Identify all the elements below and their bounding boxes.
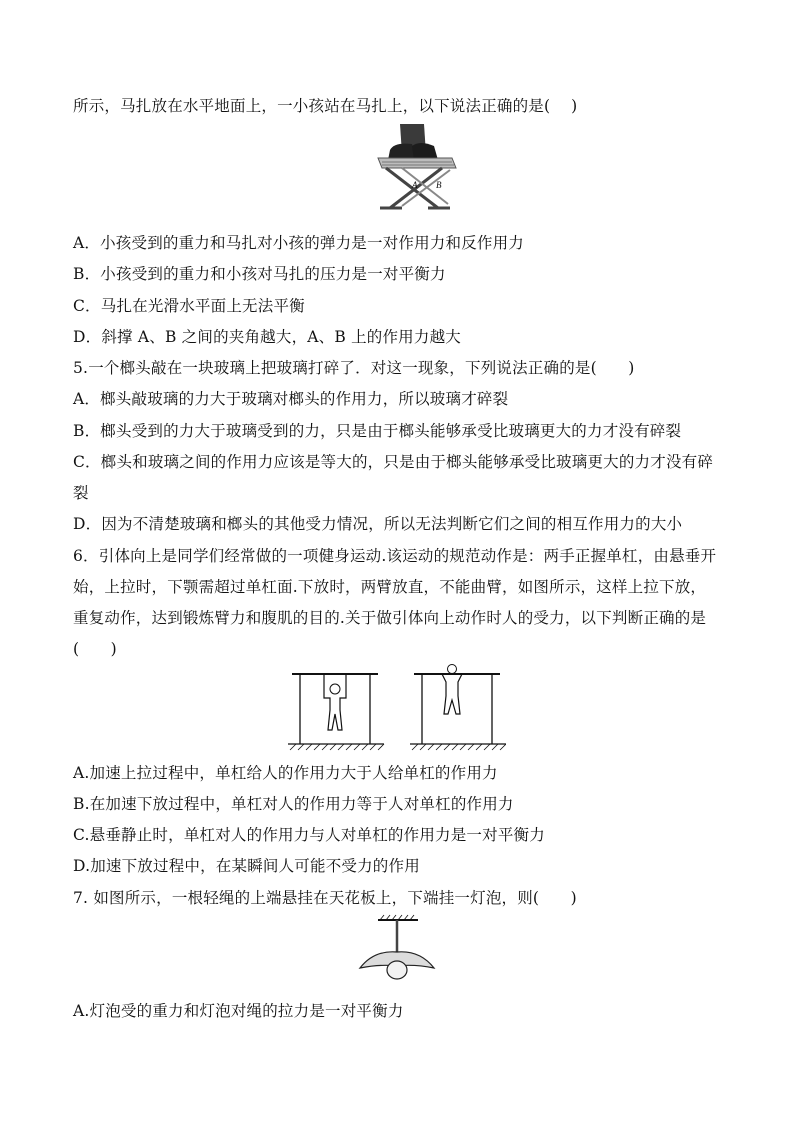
q6-option-d: D.加速下放过程中，在某瞬间人可能不受力的作用 — [73, 857, 420, 875]
q4-option-b: B．小孩受到的重力和小孩对马扎的压力是一对平衡力 — [73, 265, 446, 283]
q4-option-c: C．马扎在光滑水平面上无法平衡 — [73, 297, 305, 315]
q7-stem: 7. 如图所示，一根轻绳的上端悬挂在天花板上，下端挂一灯泡，则( ) — [73, 889, 577, 907]
q7-option-a: A.灯泡受的重力和灯泡对绳的拉力是一对平衡力 — [73, 1002, 404, 1020]
q4-stem: 所示，马扎放在水平地面上，一小孩站在马扎上，以下说法正确的是( ) — [73, 97, 578, 115]
lamp-figure — [354, 914, 438, 982]
label-b: B — [436, 180, 442, 190]
q4-option-d: D．斜撑 A、B 之间的夹角越大，A、B 上的作用力越大 — [73, 328, 461, 346]
q6-stem-line-1: 6．引体向上是同学们经常做的一项健身运动.该运动的规范动作是：两手正握单杠，由悬垂开 — [73, 547, 717, 565]
label-a: A — [412, 180, 418, 190]
q6-option-c: C.悬垂静止时，单杠对人的作用力与人对单杠的作用力是一对平衡力 — [73, 826, 545, 844]
q5-option-c: C．榔头和玻璃之间的作用力应该是等大的，只是由于榔头能够承受比玻璃更大的力才没有碎 — [73, 453, 714, 471]
pullup-figure — [286, 662, 506, 752]
q6-stem-line-3: 重复动作，达到锻炼臂力和腹肌的目的.关于做引体向上动作时人的受力，以下判断正确的是 — [73, 609, 707, 627]
q5-stem: 5.一个榔头敲在一块玻璃上把玻璃打碎了．对这一现象，下列说法正确的是( ) — [73, 359, 635, 377]
q6-stem-line-2: 始，上拉时，下颚需超过单杠面.下放时，两臂放直，不能曲臂，如图所示，这样上拉下放， — [73, 578, 707, 596]
q6-option-a: A.加速上拉过程中，单杠给人的作用力大于人给单杠的作用力 — [73, 764, 498, 782]
q5-option-c-cont: 裂 — [73, 484, 89, 502]
q6-option-b: B.在加速下放过程中，单杠对人的作用力等于人对单杠的作用力 — [73, 795, 514, 813]
q4-option-a: A．小孩受到的重力和马扎对小孩的弹力是一对作用力和反作用力 — [73, 234, 524, 252]
q5-option-a: A．榔头敲玻璃的力大于玻璃对榔头的作用力，所以玻璃才碎裂 — [73, 390, 509, 408]
q5-option-b: B．榔头受到的力大于玻璃受到的力，只是由于榔头能够承受比玻璃更大的力才没有碎裂 — [73, 422, 682, 440]
q5-option-d: D．因为不清楚玻璃和榔头的其他受力情况，所以无法判断它们之间的相互作用力的大小 — [73, 515, 683, 533]
q6-stem-line-4: ( ) — [73, 640, 117, 658]
stool-figure — [372, 124, 462, 216]
